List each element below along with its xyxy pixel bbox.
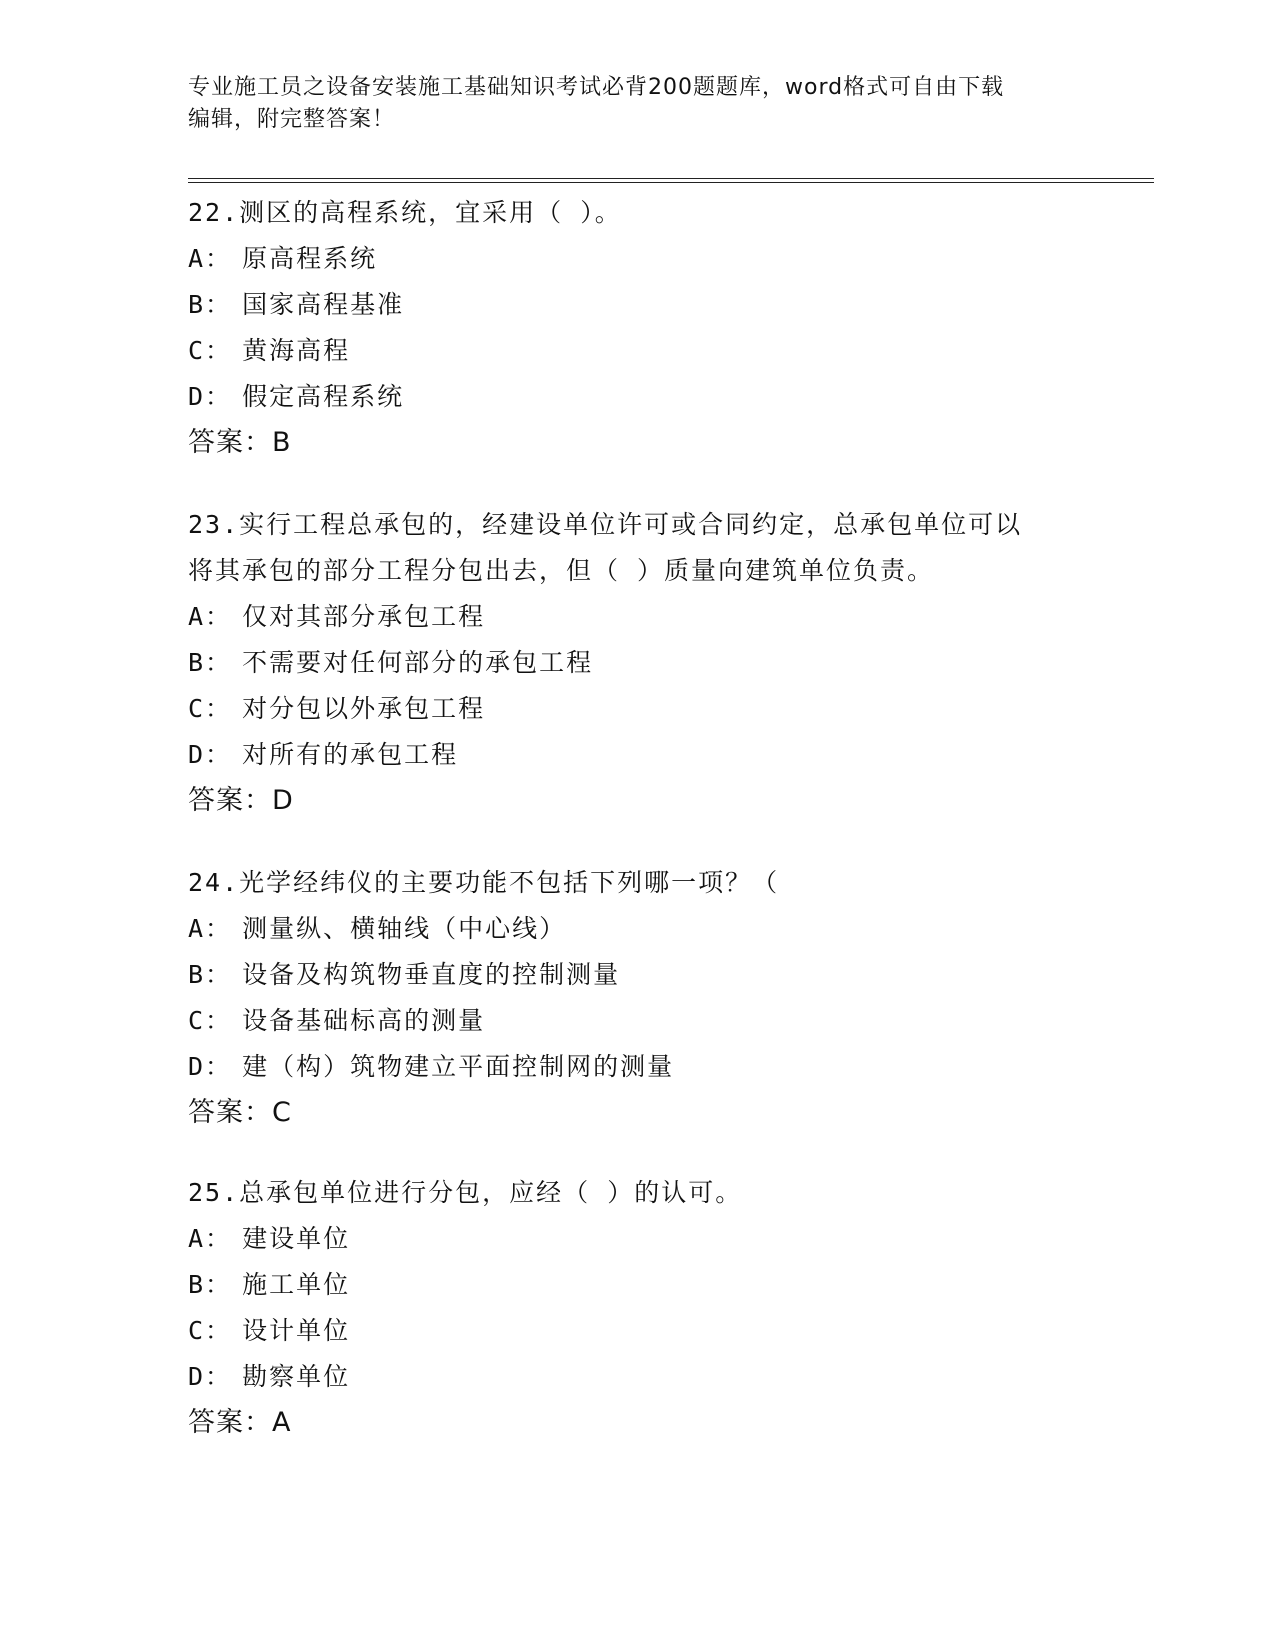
question-stem: 23.实行工程总承包的，经建设单位许可或合同约定，总承包单位可以	[188, 510, 1023, 539]
question-25	[188, 1170, 1088, 1446]
option-key: A：	[188, 602, 233, 631]
option-key: D：	[188, 740, 233, 769]
option-key: A：	[188, 1224, 233, 1253]
option-text: 不需要对任何部分的承包工程	[242, 648, 594, 677]
question-stem: 25.总承包单位进行分包，应经（ ）的认可。	[188, 1178, 743, 1207]
option-text: 对所有的承包工程	[242, 740, 459, 769]
option-a	[188, 906, 1088, 952]
question-stem: 24.光学经纬仪的主要功能不包括下列哪一项？（	[188, 868, 780, 897]
option-d	[188, 1354, 1088, 1400]
answer-line: 答案：C	[188, 1097, 292, 1128]
option-key: B：	[188, 290, 233, 319]
question-22	[188, 190, 1088, 466]
option-text: 国家高程基准	[242, 290, 405, 319]
option-text: 施工单位	[242, 1270, 351, 1299]
question-23	[188, 502, 1088, 824]
option-text: 黄海高程	[242, 336, 351, 365]
option-key: C：	[188, 1006, 233, 1035]
option-key: A：	[188, 244, 233, 273]
option-b	[188, 640, 1088, 686]
option-a	[188, 236, 1088, 282]
header-divider	[188, 178, 1154, 183]
option-key: D：	[188, 1052, 233, 1081]
option-text: 建（构）筑物建立平面控制网的测量	[242, 1052, 675, 1081]
option-b	[188, 952, 1088, 998]
option-key: D：	[188, 382, 233, 411]
option-d	[188, 374, 1088, 420]
option-c	[188, 686, 1088, 732]
option-b	[188, 282, 1088, 328]
option-text: 原高程系统	[242, 244, 378, 273]
option-text: 测量纵、横轴线（中心线）	[242, 914, 567, 943]
question-24	[188, 860, 1088, 1136]
question-stem: 22.测区的高程系统，宜采用（ ）。	[188, 198, 622, 227]
question-list	[188, 190, 1088, 1482]
option-text: 对分包以外承包工程	[242, 694, 486, 723]
option-a	[188, 1216, 1088, 1262]
option-d	[188, 1044, 1088, 1090]
option-text: 仅对其部分承包工程	[242, 602, 486, 631]
answer-line: 答案：A	[188, 1407, 292, 1438]
option-b	[188, 1262, 1088, 1308]
option-text: 勘察单位	[242, 1362, 351, 1391]
header-line-1: 专业施工员之设备安装施工基础知识考试必背200题题库，word格式可自由下载	[188, 75, 1005, 100]
option-key: D：	[188, 1362, 233, 1391]
option-text: 假定高程系统	[242, 382, 405, 411]
question-stem-continued: 将其承包的部分工程分包出去，但（ ）质量向建筑单位负责。	[188, 556, 935, 585]
option-key: A：	[188, 914, 233, 943]
option-a	[188, 594, 1088, 640]
answer-line: 答案：D	[188, 785, 294, 816]
option-d	[188, 732, 1088, 778]
answer-line: 答案：B	[188, 427, 292, 458]
option-c	[188, 1308, 1088, 1354]
header-line-2: 编辑，附完整答案！	[188, 107, 396, 132]
option-c	[188, 328, 1088, 374]
option-key: C：	[188, 1316, 233, 1345]
option-key: B：	[188, 960, 233, 989]
option-key: B：	[188, 648, 233, 677]
option-key: C：	[188, 336, 233, 365]
document-header	[188, 72, 1088, 136]
option-text: 设备基础标高的测量	[242, 1006, 486, 1035]
option-c	[188, 998, 1088, 1044]
option-key: C：	[188, 694, 233, 723]
option-text: 设备及构筑物垂直度的控制测量	[242, 960, 621, 989]
option-text: 设计单位	[242, 1316, 351, 1345]
option-text: 建设单位	[242, 1224, 351, 1253]
option-key: B：	[188, 1270, 233, 1299]
